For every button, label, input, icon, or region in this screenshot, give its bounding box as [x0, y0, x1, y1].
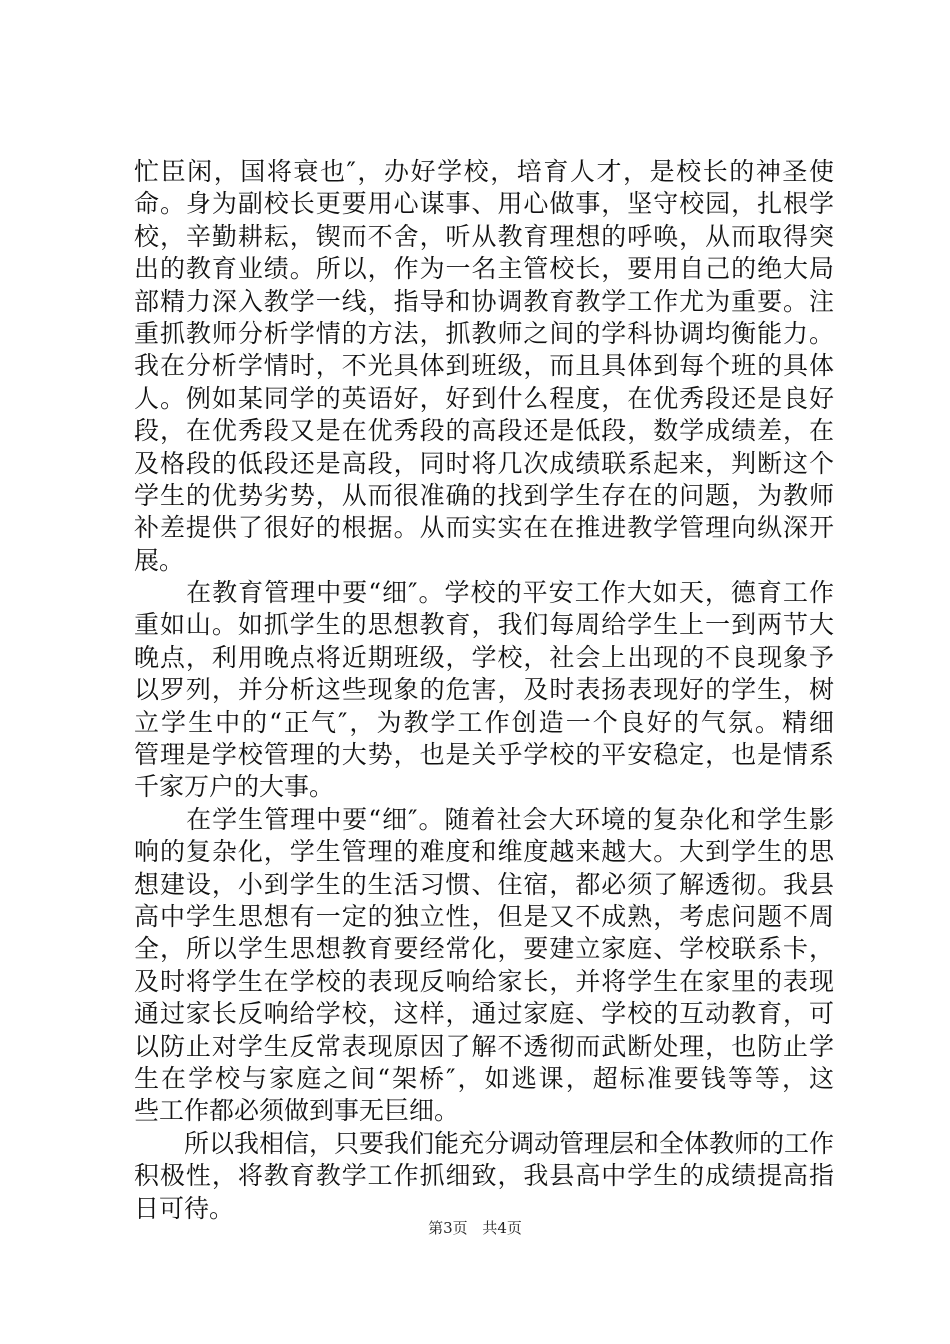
- text-line: 重如山。如抓学生的思想教育，我们每周给学生上一到两节大: [134, 610, 834, 640]
- text-line: 忙臣闲，国将衰也″，办好学校，培育人才，是校长的神圣使: [134, 157, 834, 186]
- text-line: 全，所以学生思想教育要经常化，要建立家庭、学校联系卡，: [134, 934, 834, 964]
- text-line: 生在学校与家庭之间“架桥″，如逃课，超标准要钱等等，这: [134, 1063, 834, 1093]
- text-line: 晚点，利用晚点将近期班级，学校，社会上出现的不良现象予: [134, 642, 834, 672]
- text-line: 日可待。: [134, 1193, 235, 1223]
- text-line: 补差提供了很好的根据。从而实实在在推进教学管理向纵深开: [134, 513, 834, 543]
- text-line: 立学生中的“正气″，为教学工作创造一个良好的气氛。精细: [134, 707, 834, 737]
- document-body: [134, 156, 834, 1225]
- text-line: 想建设，小到学生的生活习惯、住宿，都必须了解透彻。我县: [134, 869, 834, 899]
- text-line: 所以我相信，只要我们能充分调动管理层和全体教师的工作: [134, 1128, 835, 1158]
- text-line: 千家万户的大事。: [134, 772, 335, 802]
- text-line: 出的教育业绩。所以，作为一名主管校长，要用自己的绝大局: [134, 254, 834, 284]
- text-line: 我在分析学情时，不光具体到班级，而且具体到每个班的具体: [134, 351, 834, 381]
- text-line: 在教育管理中要“细″。学校的平安工作大如天，德育工作: [134, 578, 834, 608]
- text-line: 积极性，将教育教学工作抓细致，我县高中学生的成绩提高指: [134, 1161, 834, 1191]
- text-line: 学生的优势劣势，从而很准确的找到学生存在的问题，为教师: [134, 480, 834, 510]
- text-line: 部精力深入教学一线，指导和协调教育教学工作尤为重要。注: [134, 286, 834, 316]
- page-total: 共4页: [482, 1219, 522, 1237]
- text-line: 人。例如某同学的英语好，好到什么程度，在优秀段还是良好: [134, 383, 834, 413]
- text-line: 及时将学生在学校的表现反响给家长，并将学生在家里的表现: [134, 966, 834, 996]
- text-line: 以防止对学生反常表现原因了解不透彻而武断处理，也防止学: [134, 1031, 834, 1061]
- text-line: 以罗列，并分析这些现象的危害，及时表扬表现好的学生，树: [134, 675, 834, 705]
- text-line: 在学生管理中要“细″。随着社会大环境的复杂化和学生影: [134, 804, 834, 834]
- text-line: 及格段的低段还是高段，同时将几次成绩联系起来，判断这个: [134, 448, 834, 478]
- text-line: 响的复杂化，学生管理的难度和维度越来越大。大到学生的思: [134, 837, 834, 867]
- text-line: 重抓教师分析学情的方法，抓教师之间的学科协调均衡能力。: [134, 318, 834, 348]
- page-footer: [0, 1218, 950, 1238]
- text-line: 管理是学校管理的大势，也是关乎学校的平安稳定，也是情系: [134, 740, 834, 770]
- text-line: 些工作都必须做到事无巨细。: [134, 1096, 460, 1126]
- text-line: 校，辛勤耕耘，锲而不舍，听从教育理想的呼唤，从而取得突: [134, 221, 834, 251]
- text-line: 通过家长反响给学校，这样，通过家庭、学校的互动教育，可: [134, 999, 834, 1029]
- page-number: 第3页: [428, 1219, 468, 1237]
- text-line: 展。: [134, 545, 185, 575]
- text-line: 高中学生思想有一定的独立性，但是又不成熟，考虑问题不周: [134, 901, 834, 931]
- text-line: 段，在优秀段又是在优秀段的高段还是低段，数学成绩差，在: [134, 416, 834, 446]
- text-line: 命。身为副校长更要用心谋事、用心做事，坚守校园，扎根学: [134, 189, 834, 219]
